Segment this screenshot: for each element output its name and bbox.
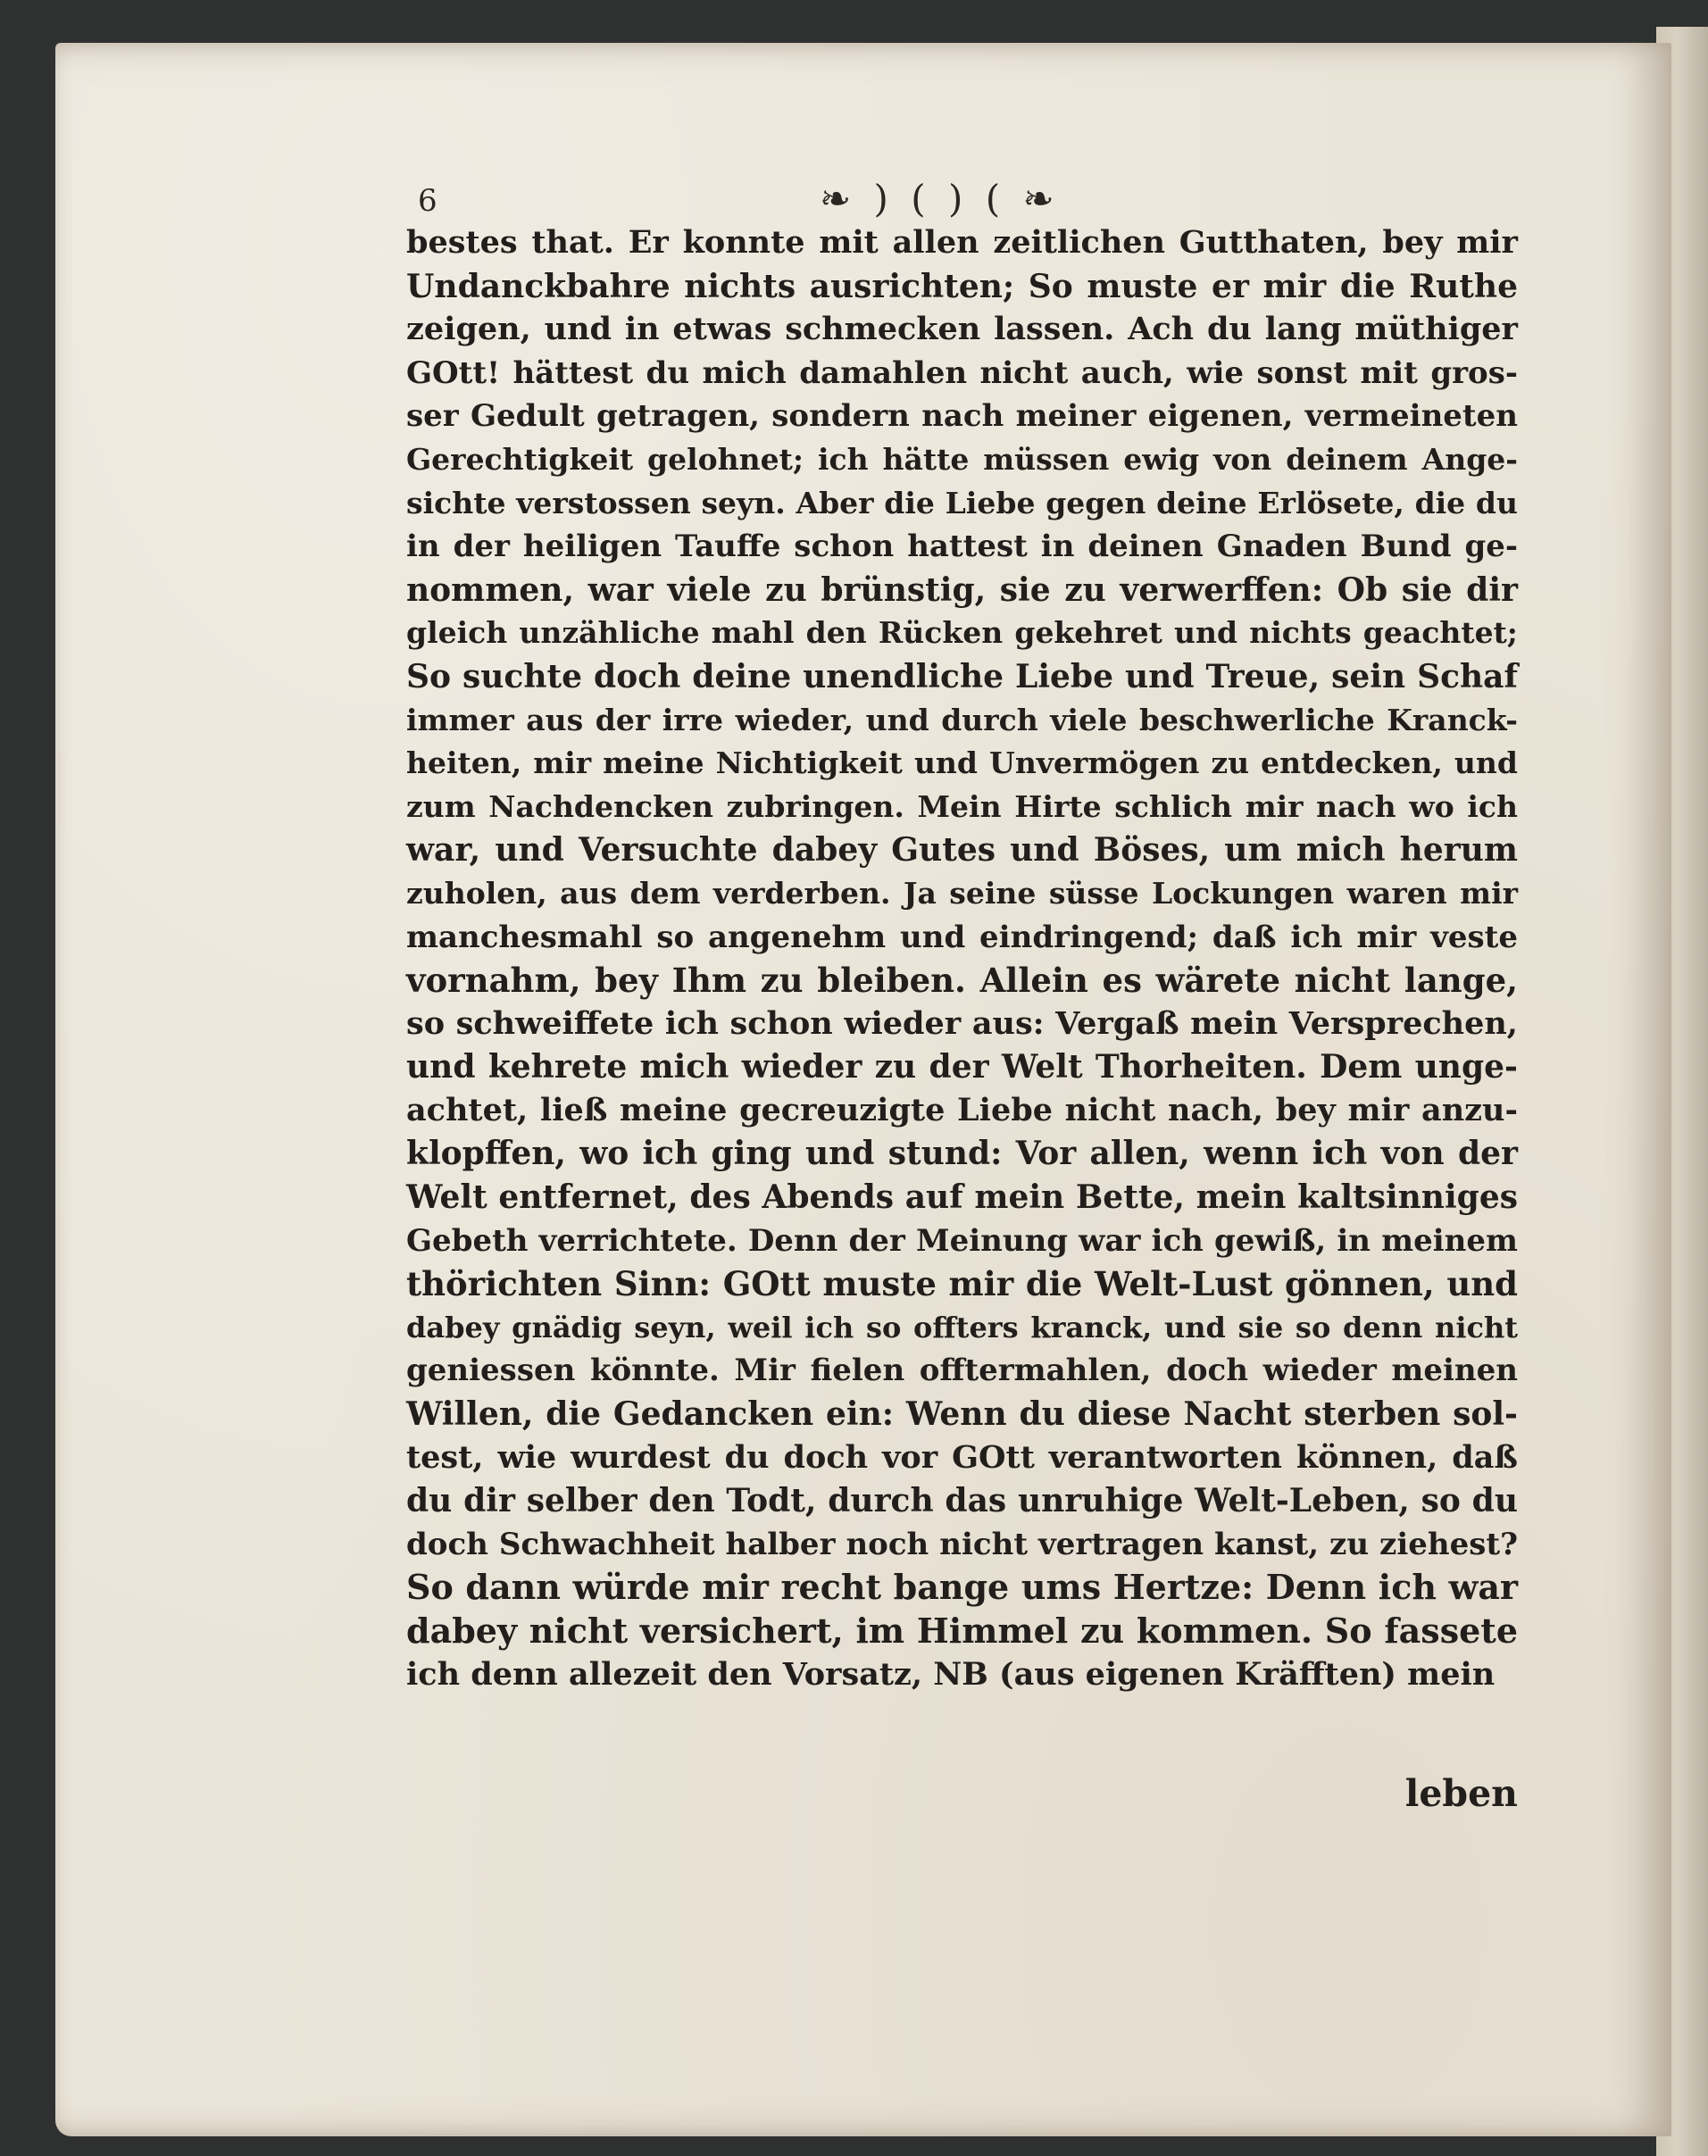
text-line: test, wie wurdest du doch vor GOtt verantworten können, daß bbox=[406, 1438, 1518, 1476]
text-line: war, und Versuchte dabey Gutes und Böses, um mich herum bbox=[406, 831, 1518, 870]
text-line: GOtt! hättest du mich damahlen nicht auch, wie sonst mit gros- bbox=[406, 354, 1518, 391]
text-line: so schweiffete ich schon wieder aus: Vergaß mein Versprechen, bbox=[406, 1004, 1518, 1042]
text-line: vornahm, bey Ihm zu bleiben. Allein es wärete nicht lange, bbox=[406, 961, 1518, 1001]
page-number: 6 bbox=[418, 183, 437, 219]
text-line: bestes that. Er konnte mit allen zeitlichen Gutthaten, bey mir bbox=[406, 224, 1518, 261]
text-line: manchesmahl so angenehm und eindringend; daß ich mir veste bbox=[406, 919, 1518, 955]
text-line: immer aus der irre wieder, und durch viele beschwerliche Kranck- bbox=[406, 702, 1518, 737]
header-ornament: ❧ ) ( ) ( ❧ bbox=[820, 177, 1060, 221]
text-line: dabey nicht versichert, im Himmel zu kommen. So fassete bbox=[406, 1611, 1518, 1651]
text-line: So dann würde mir recht bange ums Hertze: Denn ich war bbox=[406, 1567, 1518, 1608]
catchword: leben bbox=[1404, 1772, 1518, 1815]
text-line: ich denn allezeit den Vorsatz, NB (aus eigenen Kräfften) mein bbox=[406, 1655, 1496, 1693]
text-line: So suchte doch deine unendliche Liebe und Treue, sein Schaf bbox=[406, 657, 1518, 695]
text-line: Welt entfernet, des Abends auf mein Bette, mein kaltsinniges bbox=[406, 1178, 1518, 1217]
text-line: Undanckbahre nichts ausrichten; So muste er mir die Ruthe bbox=[406, 267, 1518, 305]
text-line: und kehrete mich wieder zu der Welt Thorheiten. Dem unge- bbox=[406, 1048, 1518, 1086]
text-line: heiten, mir meine Nichtigkeit und Unvermögen zu entdecken, und bbox=[406, 745, 1518, 781]
text-line: klopffen, wo ich ging und stund: Vor allen, wenn ich von der bbox=[406, 1135, 1518, 1173]
text-line: doch Schwachheit halber noch nicht vertragen kanst, zu ziehest? bbox=[406, 1526, 1518, 1562]
text-line: sichte verstossen seyn. Aber die Liebe gegen deine Erlösete, die du bbox=[406, 485, 1518, 520]
text-line: geniessen könnte. Mir fielen offtermahlen, doch wieder meinen bbox=[406, 1353, 1518, 1389]
text-line: zuholen, aus dem verderben. Ja seine süsse Lockungen waren mir bbox=[406, 875, 1518, 911]
text-line: Willen, die Gedancken ein: Wenn du diese Nacht sterben sol- bbox=[406, 1395, 1518, 1434]
text-line: achtet, ließ meine gecreuzigte Liebe nicht nach, bey mir anzu- bbox=[406, 1091, 1518, 1128]
text-line: Gebeth verrichtete. Denn der Meinung war ich gewiß, in meinem bbox=[406, 1222, 1518, 1259]
text-line: ser Gedult getragen, sondern nach meiner eigenen, vermeineten bbox=[406, 398, 1518, 435]
text-line: in der heiligen Tauffe schon hattest in deinen Gnaden Bund ge- bbox=[406, 529, 1518, 565]
text-line: du dir selber den Todt, durch das unruhige Welt-Leben, so du bbox=[406, 1482, 1518, 1520]
text-line: zum Nachdencken zubringen. Mein Hirte schlich mir nach wo ich bbox=[406, 788, 1518, 824]
text-line: thörichten Sinn: GOtt muste mir die Welt-Lust gönnen, und bbox=[406, 1264, 1518, 1304]
text-line: Gerechtigkeit gelohnet; ich hätte müssen ewig von deinem Ange- bbox=[406, 441, 1518, 477]
text-line: zeigen, und in etwas schmecken lassen. Ach du lang müthiger bbox=[406, 311, 1518, 348]
text-line: nommen, war viele zu brünstig, sie zu verwerffen: Ob sie dir bbox=[406, 570, 1518, 609]
body-text bbox=[406, 221, 1518, 1696]
text-line: dabey gnädig seyn, weil ich so offters kranck, und sie so denn nicht bbox=[406, 1310, 1518, 1344]
text-line: gleich unzähliche mahl den Rücken gekehret und nichts geachtet; bbox=[406, 615, 1518, 651]
